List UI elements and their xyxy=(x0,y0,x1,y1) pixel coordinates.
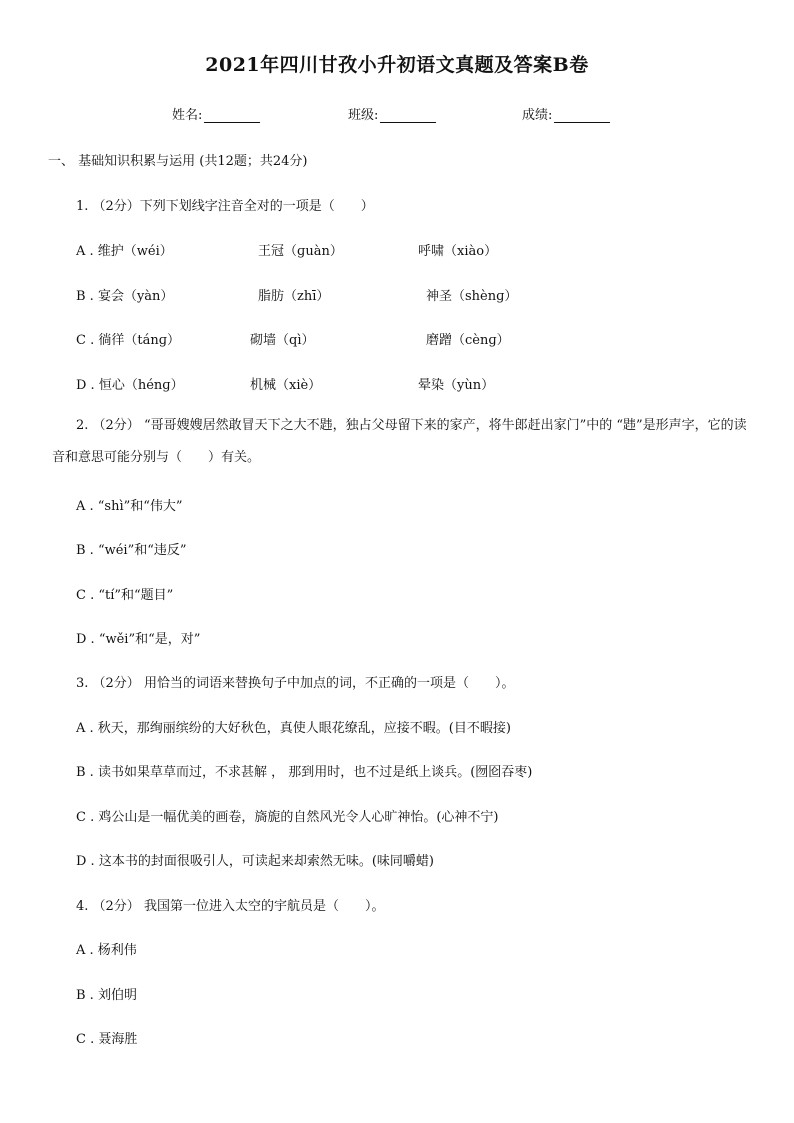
section-heading: 一、 基础知识积累与运用 (共12题；共24分) xyxy=(48,154,308,169)
q4-option-a: A . 杨利伟 xyxy=(76,943,137,958)
q4-stem: 4. （2分） 我国第一位进入太空的宇航员是（ ）。 xyxy=(76,899,385,914)
q1-a-1: A . 维护（wéi） xyxy=(76,244,173,259)
q1-b-1: B . 宴会（yàn） xyxy=(76,289,174,304)
q1-c-2: 砌墙（qì） xyxy=(250,333,315,348)
q1-d-1: D . 恒心（hénɡ） xyxy=(76,378,184,393)
q3-option-b: B . 读书如果草草而过，不求甚解 ， 那到用时，也不过是纸上谈兵。(囫囵吞枣) xyxy=(76,765,533,780)
q3-option-c: C . 鸡公山是一幅优美的画卷，旖旎的自然风光令人心旷神怡。(心神不宁) xyxy=(76,810,499,825)
q1-a-2: 王冠（ɡuàn） xyxy=(258,244,343,259)
score-label: 成绩: xyxy=(522,108,553,123)
class-label: 班级: xyxy=(348,108,379,123)
q1-option-b xyxy=(76,285,716,303)
q2-option-c: C . “tí”和“题目” xyxy=(76,588,174,603)
q3-option-a: A . 秋天，那绚丽缤纷的大好秋色，真使人眼花缭乱，应接不暇。(目不暇接) xyxy=(76,721,511,736)
q2-option-a: A . “shì”和“伟大” xyxy=(76,499,183,514)
q1-d-3: 晕染（yùn） xyxy=(418,378,495,393)
q2-option-d: D . “wěi”和“是，对” xyxy=(76,632,201,647)
q1-c-1: C . 徜徉（tánɡ） xyxy=(76,333,181,348)
q1-d-2: 机械（xiè） xyxy=(250,378,322,393)
q1-option-c xyxy=(76,329,716,347)
q1-a-3: 呼啸（xiào） xyxy=(418,244,498,259)
q4-option-b: B . 刘伯明 xyxy=(76,988,137,1003)
name-label: 姓名: xyxy=(172,108,203,123)
score-blank xyxy=(554,109,610,123)
page-title: 2021年四川甘孜小升初语文真题及答案B卷 xyxy=(205,54,589,76)
q3-stem: 3. （2分） 用恰当的词语来替换句子中加点的词，不正确的一项是（ ）。 xyxy=(76,676,515,691)
q1-option-a xyxy=(76,240,716,258)
class-field xyxy=(348,104,436,123)
q3-option-d: D . 这本书的封面很吸引人，可读起来却索然无味。(味同嚼蜡) xyxy=(76,854,434,869)
q2-stem: 2. （2分） “哥哥嫂嫂居然敢冒天下之大不韪，独占父母留下来的家产，将牛郎赶出家门”中的 “韪”是形声字，它的读音和意思可能分别与（ ）有关。 xyxy=(52,418,747,465)
name-blank xyxy=(204,109,260,123)
q4-option-c: C . 聂海胜 xyxy=(76,1032,138,1047)
class-blank xyxy=(380,109,436,123)
q1-b-2: 脂肪（zhī） xyxy=(258,289,330,304)
score-field xyxy=(522,104,610,123)
q1-b-3: 神圣（shènɡ） xyxy=(426,289,518,304)
q1-stem: 1. （2分）下列下划线字注音全对的一项是（ ） xyxy=(76,199,374,214)
name-field xyxy=(172,104,260,123)
q1-option-d xyxy=(76,374,716,392)
q1-c-3: 磨蹭（cènɡ） xyxy=(426,333,510,348)
q2-option-b: B . “wéi”和“违反” xyxy=(76,543,187,558)
